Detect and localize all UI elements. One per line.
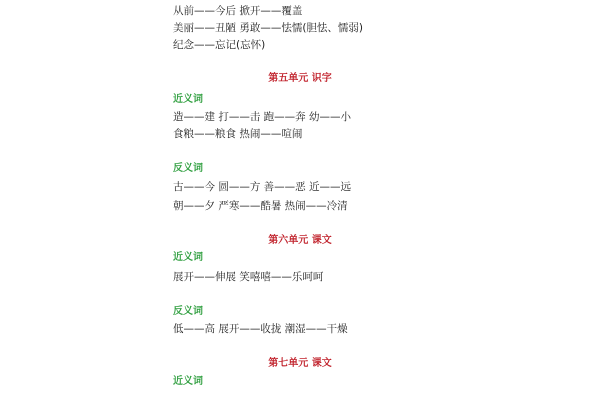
unit-7-heading: 第七单元 课文 [268,358,332,369]
word-pair-line: 朝——夕 严寒——酷暑 热闹——冷清 [173,200,348,212]
synonyms-label: 近义词 [173,376,203,387]
word-pair-line: 从前——今后 掀开——覆盖 [173,5,303,17]
word-pair-line: 美丽——丑陋 勇敢——怯懦(胆怯、懦弱) [173,22,364,34]
synonyms-label: 近义词 [173,94,203,105]
word-pair-line: 展开——伸展 笑嘻嘻——乐呵呵 [173,271,324,283]
word-pair-line: 古——今 圆——方 善——恶 近——远 [173,181,352,193]
antonyms-label: 反义词 [173,306,203,317]
word-pair-line: 食粮——粮食 热闹——喧闹 [173,128,303,140]
word-pair-line: 低——高 展开——收拢 潮湿——干燥 [173,323,348,335]
unit-6-heading: 第六单元 课文 [268,235,332,246]
synonyms-label: 近义词 [173,252,203,263]
word-pair-line: 纪念——忘记(忘怀) [173,39,266,51]
antonyms-label: 反义词 [173,163,203,174]
word-pair-line: 造——建 打——击 跑——奔 幼——小 [173,111,352,123]
unit-5-heading: 第五单元 识字 [268,73,332,84]
